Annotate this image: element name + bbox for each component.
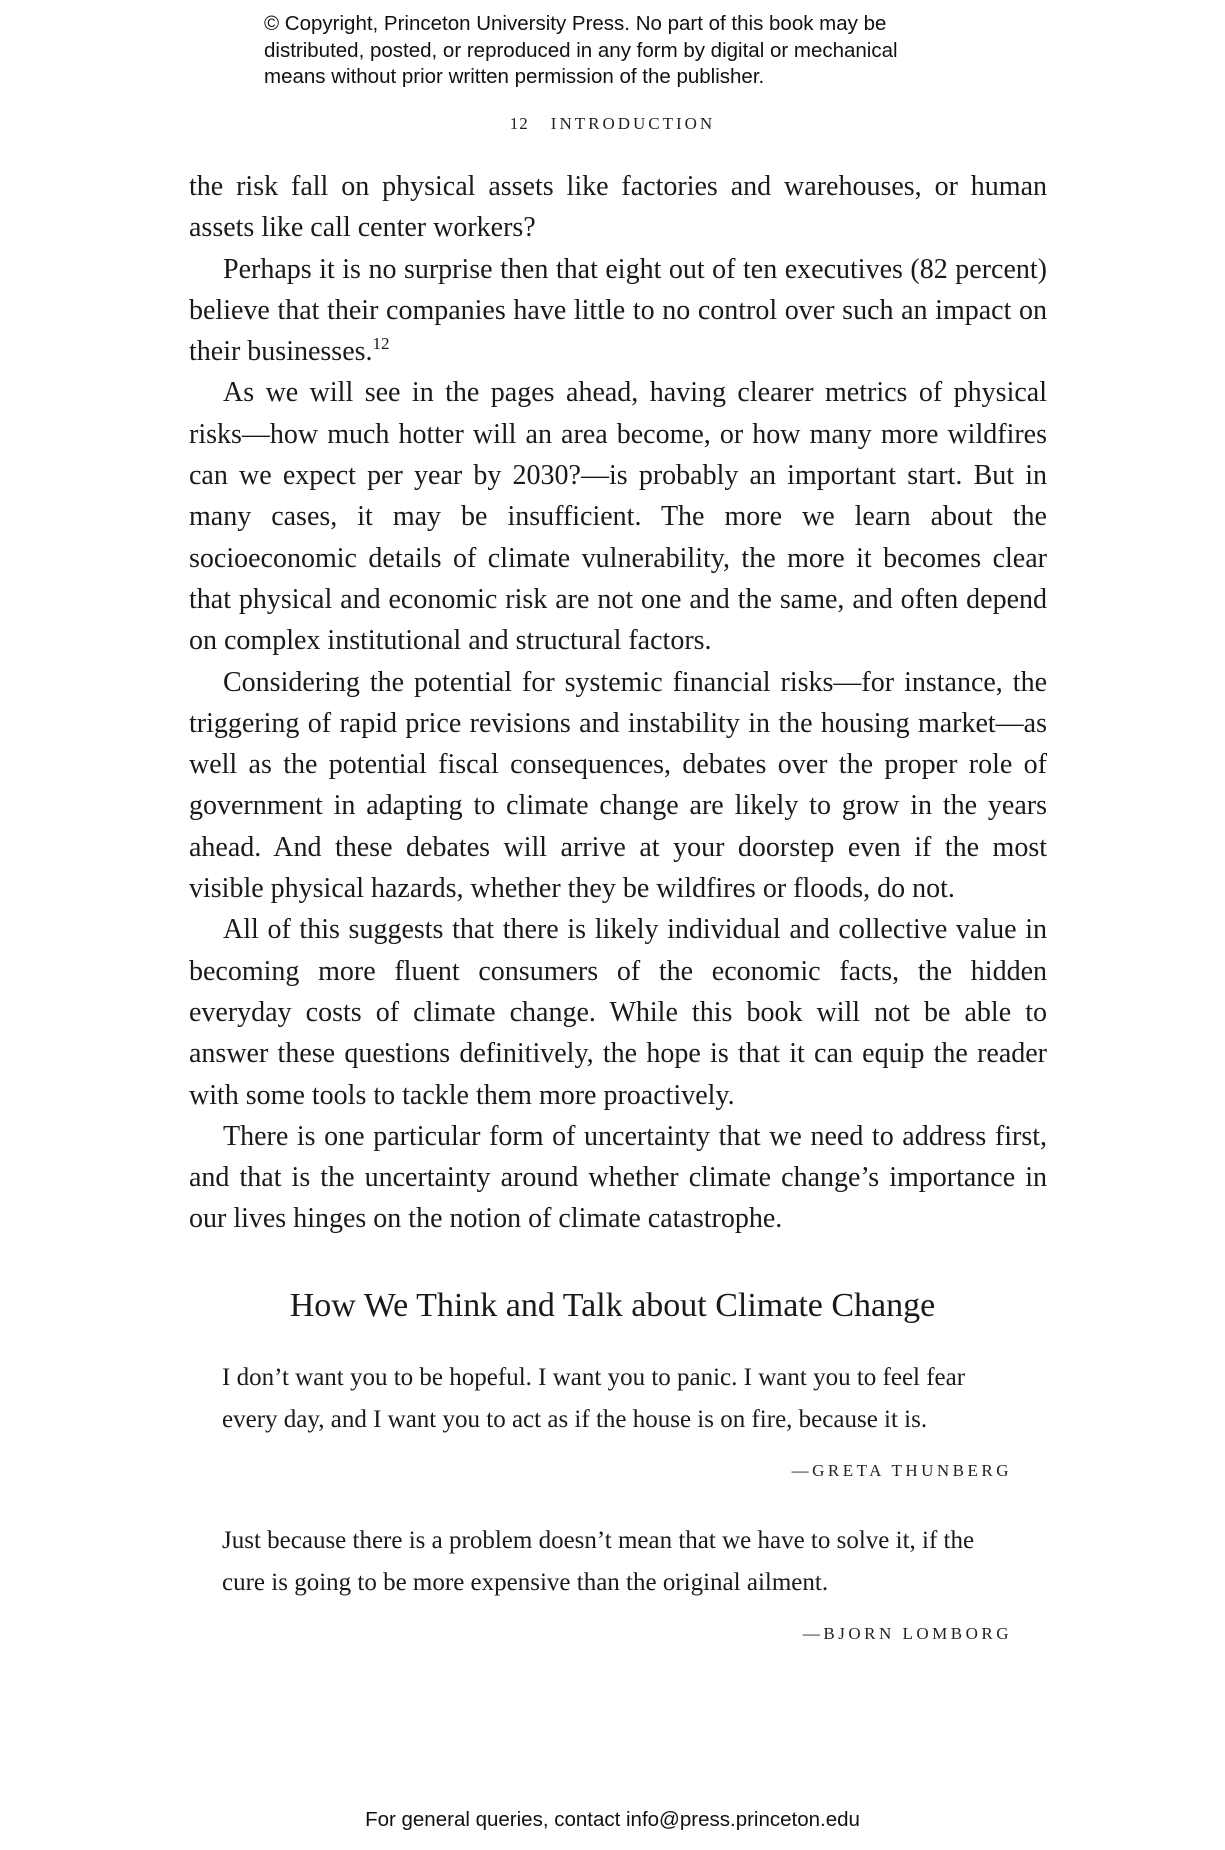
paragraph: Considering the potential for systemic financial risks—for instance, the triggering of rapid price revisions and instability in the housing market—as well as the potential fiscal consequences, debates over the proper role of government in adapting to climate change are likely to grow in the years ahead. And these debates will arrive at your doorstep even if the most visible physical hazards, whether they be wildfires or floods, do not. xyxy=(189,666,1047,905)
footer-contact: For general queries, contact info@press.princeton.edu xyxy=(365,1808,860,1831)
epigraph-quote: Just because there is a problem doesn’t mean that we have to solve it, if the cure is going to be more expensive than the original ailment. xyxy=(222,1527,975,1596)
epigraph xyxy=(222,1357,1012,1492)
paragraph: Perhaps it is no surprise then that eight out of ten executives (82 percent) believe that their companies have little to no control over such an impact on their businesses.$^{12}$ xyxy=(189,253,1047,368)
page-number: 12 xyxy=(509,114,529,133)
copyright-line: distributed, posted, or reproduced in any form by digital or mechanical xyxy=(264,38,898,62)
epigraph-quote: I don’t want you to be hopeful. I want you to panic. I want you to feel fear every day, and I want you to act as if the house is on fire, because it is. xyxy=(222,1364,966,1433)
footnote-marker[interactable]: 12 xyxy=(372,334,390,354)
copyright-line: means without prior written permission of the publisher. xyxy=(264,65,765,88)
paragraph: the risk fall on physical assets like factories and warehouses, or human assets like call center workers? xyxy=(189,171,1047,244)
copyright-line: © Copyright, Princeton University Press. No part of this book may be xyxy=(264,12,887,35)
paragraph: As we will see in the pages ahead, having clearer metrics of physical risks—how much hotter will an area become, or how many more wildfires can we expect per year by 2030?—is probably an important start. But in many cases, it may be insufficient. The more we learn about the socioeconomic details of climate vulnerability, the more it becomes clear that physical and economic risk are not one and the same, and often depend on complex institutional and structural factors. xyxy=(189,377,1047,657)
running-head xyxy=(0,114,1225,134)
body-text xyxy=(189,166,1047,1240)
epigraph xyxy=(222,1520,1012,1655)
section-heading: How We Think and Talk about Climate Change xyxy=(289,1287,936,1324)
copyright-notice xyxy=(264,11,1024,91)
chapter-title: INTRODUCTION xyxy=(550,114,716,133)
epigraph-attribution: —GRETA THUNBERG xyxy=(791,1461,1012,1480)
epigraph-attribution: —BJORN LOMBORG xyxy=(802,1624,1012,1643)
paragraph: All of this suggests that there is likely individual and collective value in becoming more fluent consumers of the economic facts, the hidden everyday costs of climate change. While this book will not be able to answer these questions definitively, the hope is that it can equip the reader with some tools to tackle them more proactively. xyxy=(189,914,1047,1111)
paragraph: There is one particular form of uncertainty that we need to address first, and that is the uncertainty around whether climate change’s importance in our lives hinges on the notion of climate catastrophe. xyxy=(189,1120,1047,1235)
